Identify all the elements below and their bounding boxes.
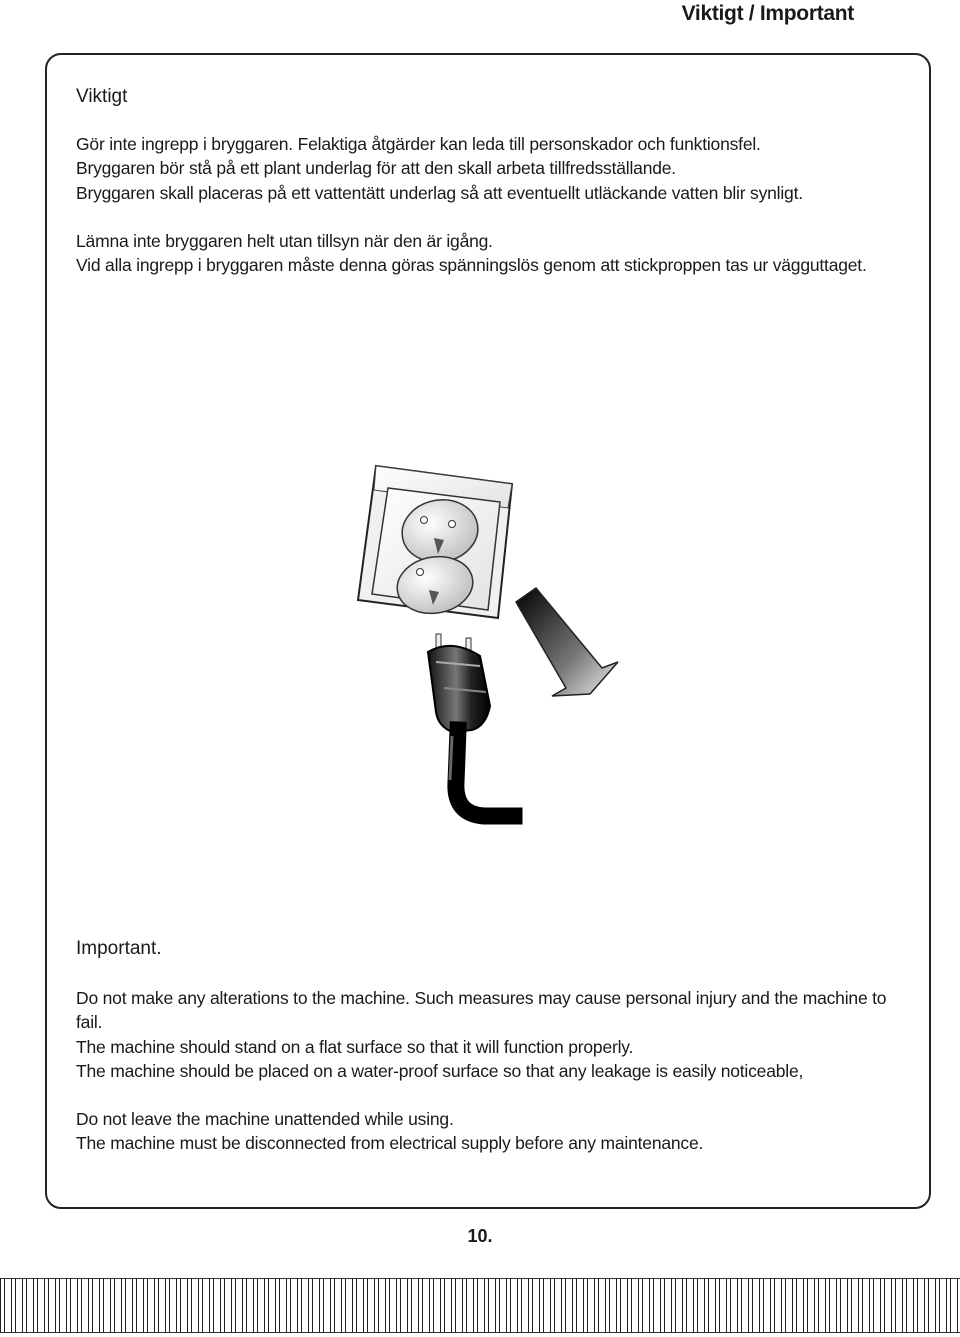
wall-socket-unplug-icon — [340, 462, 640, 827]
swedish-line-4: Lämna inte bryggaren helt utan tillsyn när den är igång. — [76, 230, 493, 251]
swedish-line-5: Vid alla ingrepp i bryggaren måste denna göras spänningslös genom att stickproppen tas ur vägguttaget. — [76, 255, 867, 276]
page-header-title: Viktigt / Important — [681, 2, 854, 25]
page-number: 10. — [467, 1226, 493, 1246]
english-line-5: The machine must be disconnected from electrical supply before any maintenance. — [76, 1133, 704, 1154]
swedish-line-1: Gör inte ingrepp i bryggaren. Felaktiga åtgärder kan leda till personskador och funktionsfel. — [76, 134, 761, 154]
english-line-4: Do not leave the machine unattended while using. — [76, 1109, 454, 1130]
swedish-heading: Viktigt — [76, 86, 128, 107]
swedish-line-3: Bryggaren skall placeras på ett vattentätt underlag så att eventuellt utläckande vatten blir synligt. — [76, 182, 803, 203]
footer-hatch-strip — [0, 1278, 960, 1333]
english-line-1: Do not make any alterations to the machine. Such measures may cause personal injury and the machine to fail. — [76, 988, 887, 1033]
english-line-2: The machine should stand on a flat surface so that it will function properly. — [76, 1036, 634, 1057]
swedish-section-a — [76, 132, 916, 277]
english-heading: Important. — [76, 938, 162, 959]
english-line-3: The machine should be placed on a water-proof surface so that any leakage is easily noticeable, — [76, 1060, 804, 1081]
english-section — [76, 986, 916, 1156]
swedish-line-2: Bryggaren bör stå på ett plant underlag för att den skall arbeta tillfredsställande. — [76, 158, 676, 179]
